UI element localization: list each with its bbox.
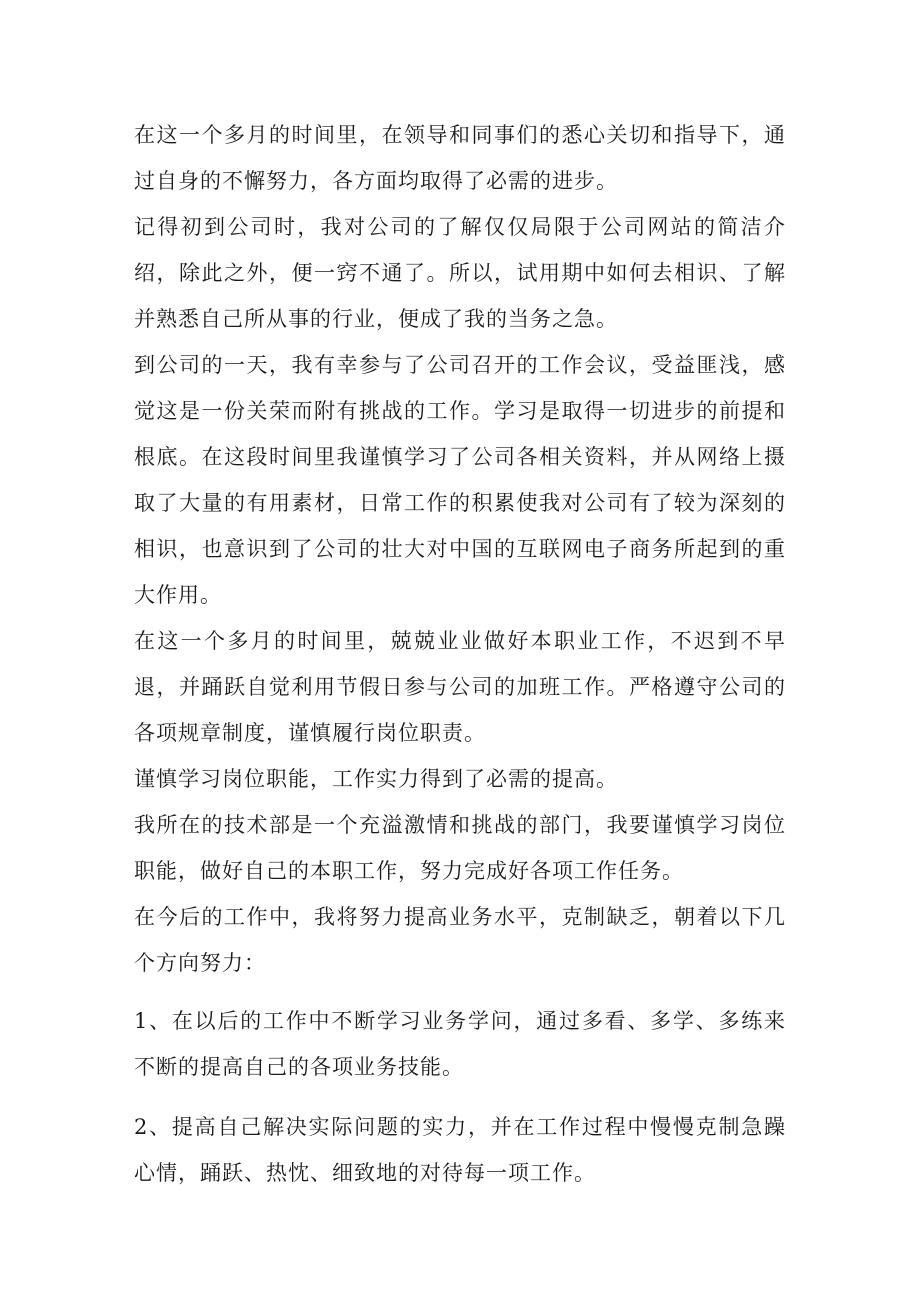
list-item-2: 2、提高自己解决实际问题的实力，并在工作过程中慢慢克制急躁心情，踊跃、热忱、细致地的对待每一项工作。: [134, 1115, 786, 1185]
list-item-1: 1、在以后的工作中不断学习业务学问，通过多看、多学、多练来不断的提高自己的各项业务技能。: [134, 1009, 786, 1079]
paragraph-5: 谨慎学习岗位职能，工作实力得到了必需的提高。: [134, 767, 618, 791]
paragraph-7: 在今后的工作中，我将努力提高业务水平，克制缺乏，朝着以下几个方向努力：: [134, 905, 786, 975]
paragraph-2: 记得初到公司时，我对公司的了解仅仅局限于公司网站的简洁介绍，除此之外，便一窍不通了。所以，试用期中如何去相识、了解并熟悉自己所从事的行业，便成了我的当务之急。: [134, 215, 786, 331]
document-body: [134, 112, 786, 1196]
paragraph-3: 到公司的一天，我有幸参与了公司召开的工作会议，受益匪浅，感觉这是一份关荣而附有挑战的工作。学习是取得一切进步的前提和根底。在这段时间里我谨慎学习了公司各相关资料，并从网络上摄取了大量的有用素材，日常工作的积累使我对公司有了较为深刻的相识，也意识到了公司的壮大对中国的互联网电子商务所起到的重大作用。: [134, 353, 786, 607]
paragraph-4: 在这一个多月的时间里，兢兢业业做好本职业工作，不迟到不早退，并踊跃自觉利用节假日参与公司的加班工作。严格遵守公司的各项规章制度，谨慎履行岗位职责。: [134, 629, 786, 745]
paragraph-6: 我所在的技术部是一个充溢激情和挑战的部门，我要谨慎学习岗位职能，做好自己的本职工作，努力完成好各项工作任务。: [134, 813, 786, 883]
paragraph-1: 在这一个多月的时间里，在领导和同事们的悉心关切和指导下，通过自身的不懈努力，各方面均取得了必需的进步。: [134, 123, 786, 193]
